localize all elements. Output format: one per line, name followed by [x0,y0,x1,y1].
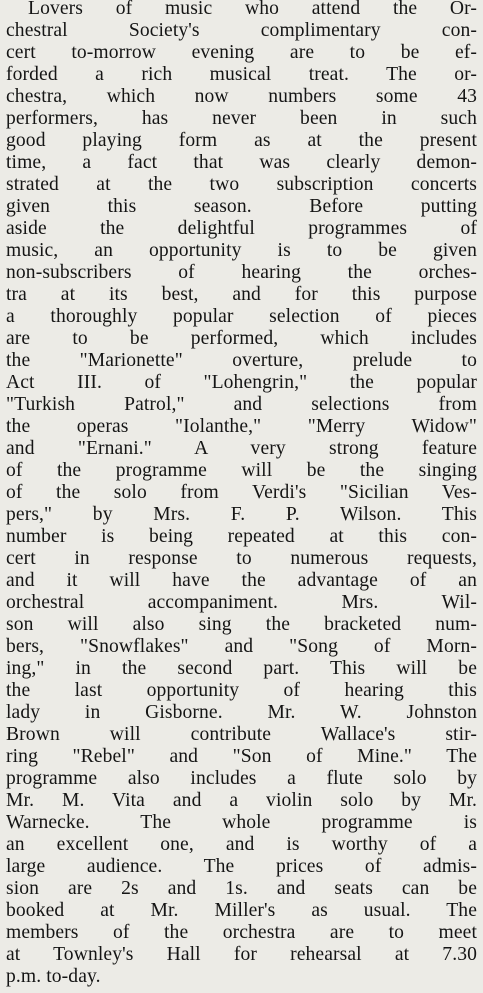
article-line: chestra, which now numbers some 43 [6,86,477,107]
article-line: Mr. M. Vita and a violin solo by Mr. [6,790,477,811]
article-line: ing," in the second part. This will be [6,658,477,679]
article-line: the operas "Iolanthe," "Merry Widow" [6,416,477,437]
article-line: bers, "Snowflakes" and "Song of Morn- [6,636,477,657]
article-line: the last opportunity of hearing this [6,680,477,701]
article-line: of the solo from Verdi's "Sicilian Ves- [6,482,477,503]
article-line: programme also includes a flute solo by [6,768,477,789]
article-line: an excellent one, and is worthy of a [6,834,477,855]
article-line: at Townley's Hall for rehearsal at 7.30 [6,944,477,965]
article-line: members of the orchestra are to meet [6,922,477,943]
article-line: cert in response to numerous requests, [6,548,477,569]
article-line: strated at the two subscription concerts [6,174,477,195]
article-line: son will also sing the bracketed num- [6,614,477,635]
article-line: booked at Mr. Miller's as usual. The [6,900,477,921]
article-line: given this season. Before putting [6,196,477,217]
article-line: good playing form as at the present [6,130,477,151]
article-line: orchestral accompaniment. Mrs. Wil- [6,592,477,613]
article-line: time, a fact that was clearly demon- [6,152,477,173]
article-line: of the programme will be the singing [6,460,477,481]
article-line: pers," by Mrs. F. P. Wilson. This [6,504,477,525]
article-line: large audience. The prices of admis- [6,856,477,877]
article-line: Act III. of "Lohengrin," the popular [6,372,477,393]
article-line: number is being repeated at this con- [6,526,477,547]
article-line: non-subscribers of hearing the orches- [6,262,477,283]
article-line-last: p.m. to-day. [6,966,101,987]
article-line: a thoroughly popular selection of pieces [6,306,477,327]
article-line: music, an opportunity is to be given [6,240,477,261]
article-line: "Turkish Patrol," and selections from [6,394,477,415]
article-line: ring "Rebel" and "Son of Mine." The [6,746,477,767]
article-line: cert to-morrow evening are to be ef- [6,42,477,63]
article-line: chestral Society's complimentary con- [6,20,477,41]
article-line: are to be performed, which includes [6,328,477,349]
article-line: and "Ernani." A very strong feature [6,438,477,459]
article-line: lady in Gisborne. Mr. W. Johnston [6,702,477,723]
article-line: performers, has never been in such [6,108,477,129]
article-line: tra at its best, and for this purpose [6,284,477,305]
article-line: Brown will contribute Wallace's stir- [6,724,477,745]
article-line: Lovers of music who attend the Or- [28,0,477,19]
article-line: and it will have the advantage of an [6,570,477,591]
article-line: Warnecke. The whole programme is [6,812,477,833]
article-line: the "Marionette" overture, prelude to [6,350,477,371]
article-line: forded a rich musical treat. The or- [6,64,477,85]
article-line: aside the delightful programmes of [6,218,477,239]
article-line: sion are 2s and 1s. and seats can be [6,878,477,899]
